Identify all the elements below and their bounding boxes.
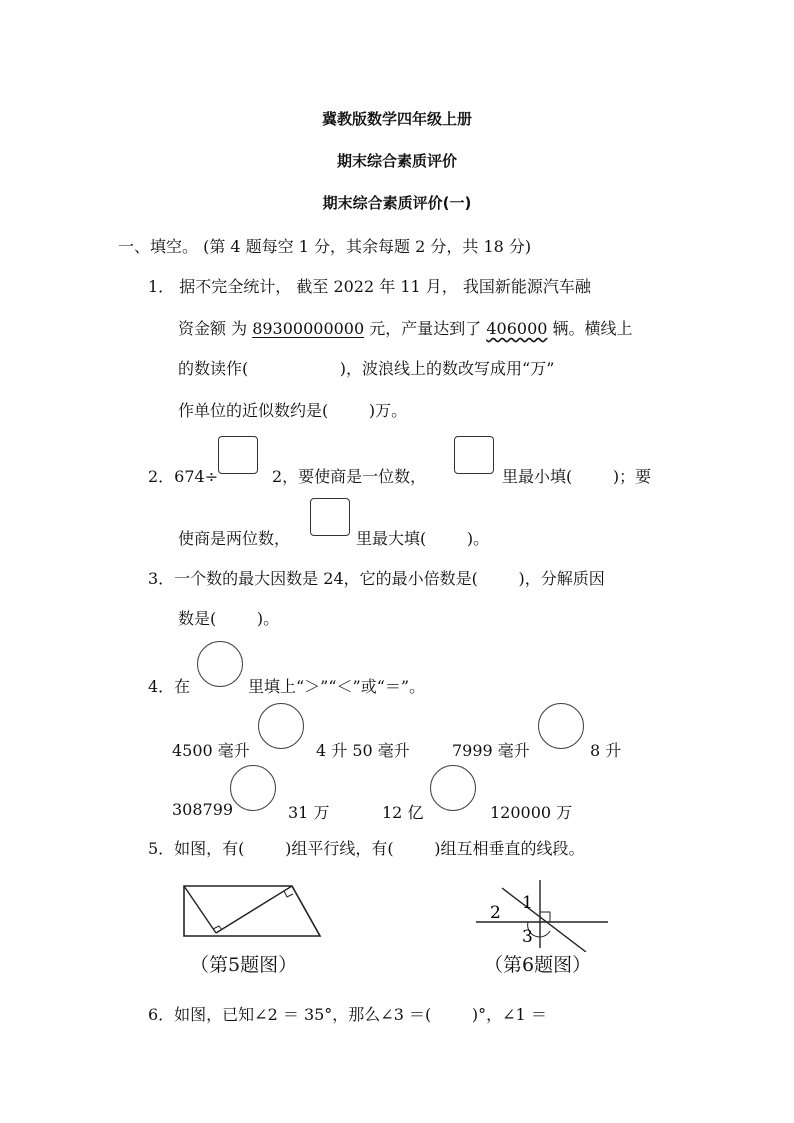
q1-line2 bbox=[178, 316, 633, 339]
doc-title-paper: 期末综合素质评价(一) bbox=[322, 194, 472, 212]
q4-compare-circle-1 bbox=[258, 703, 304, 749]
doc-title-textbook: 冀教版数学四年级上册 bbox=[321, 110, 472, 128]
q2-text-b: 2，要使商是一位数， bbox=[272, 467, 427, 486]
q1-line2-b: 元，产量达到了 bbox=[364, 319, 487, 338]
q4-text-a: 4．在 bbox=[148, 677, 191, 696]
q4-row1-b: 4 升 50 毫升 bbox=[316, 741, 410, 760]
q2-answer-box-3 bbox=[310, 498, 350, 536]
q1-underlined-number: 89300000000 bbox=[252, 319, 365, 338]
q4-compare-circle-2 bbox=[538, 703, 584, 749]
q3-line1: 3．一个数的最大因数是 24，它的最小倍数是( )，分解质因 bbox=[148, 569, 605, 588]
q4-compare-circle-4 bbox=[430, 765, 476, 811]
q1-line2-c: 辆。横线上 bbox=[547, 319, 633, 338]
q1-line3: 的数读作( )，波浪线上的数改写成用“万” bbox=[178, 359, 555, 378]
q2-answer-box-2 bbox=[454, 436, 494, 474]
q3-line2: 数是( )。 bbox=[178, 609, 280, 628]
fig6-angle-label-1: 1 bbox=[522, 893, 533, 913]
q4-row1-c: 7999 毫升 bbox=[452, 741, 530, 760]
q4-row2-d: 120000 万 bbox=[490, 803, 573, 822]
q4-example-circle bbox=[197, 641, 243, 687]
q4-row1-a: 4500 毫升 bbox=[172, 741, 250, 760]
fig6-angle-label-2: 2 bbox=[490, 903, 501, 923]
q1-line1: 1． 据不完全统计， 截至 2022 年 11 月， 我国新能源汽车融 bbox=[148, 277, 591, 296]
q5-text: 5．如图，有( )组平行线，有( )组互相垂直的线段。 bbox=[148, 839, 585, 858]
fig5-parallelogram-diagram bbox=[180, 880, 326, 942]
q1-line2-a: 资金额 为 bbox=[178, 319, 253, 338]
section-heading: 一、填空。 (第 4 题每空 1 分，其余每题 2 分，共 18 分) bbox=[118, 237, 532, 256]
q2-text-e: 里最大填( )。 bbox=[356, 529, 490, 548]
q4-row2-a: 308799 bbox=[172, 800, 234, 819]
q2-text-a: 2．674÷ bbox=[148, 467, 219, 486]
q4-compare-circle-3 bbox=[230, 765, 276, 811]
q6-text: 6．如图，已知∠2 ＝ 35°，那么∠3 ＝( )°，∠1 ＝ bbox=[148, 1005, 547, 1024]
fig6-caption: （第6题图） bbox=[484, 954, 592, 976]
q4-row2-c: 12 亿 bbox=[382, 803, 424, 822]
fig6-angles-diagram bbox=[474, 876, 614, 952]
q2-answer-box-1 bbox=[218, 436, 258, 474]
q4-row2-b: 31 万 bbox=[288, 803, 330, 822]
q4-row1-d: 8 升 bbox=[590, 741, 622, 760]
doc-title-exam: 期末综合素质评价 bbox=[336, 152, 457, 170]
q1-wavy-number: 406000 bbox=[486, 319, 548, 338]
fig5-caption: （第5题图） bbox=[190, 954, 298, 976]
q2-text-c: 里最小填( )；要 bbox=[502, 467, 652, 486]
q2-text-d: 使商是两位数， bbox=[178, 529, 291, 548]
q4-text-b: 里填上“＞”“＜”或“＝”。 bbox=[248, 677, 426, 696]
q1-line4: 作单位的近似数约是( )万。 bbox=[178, 401, 408, 420]
fig6-angle-label-3: 3 bbox=[522, 927, 533, 947]
